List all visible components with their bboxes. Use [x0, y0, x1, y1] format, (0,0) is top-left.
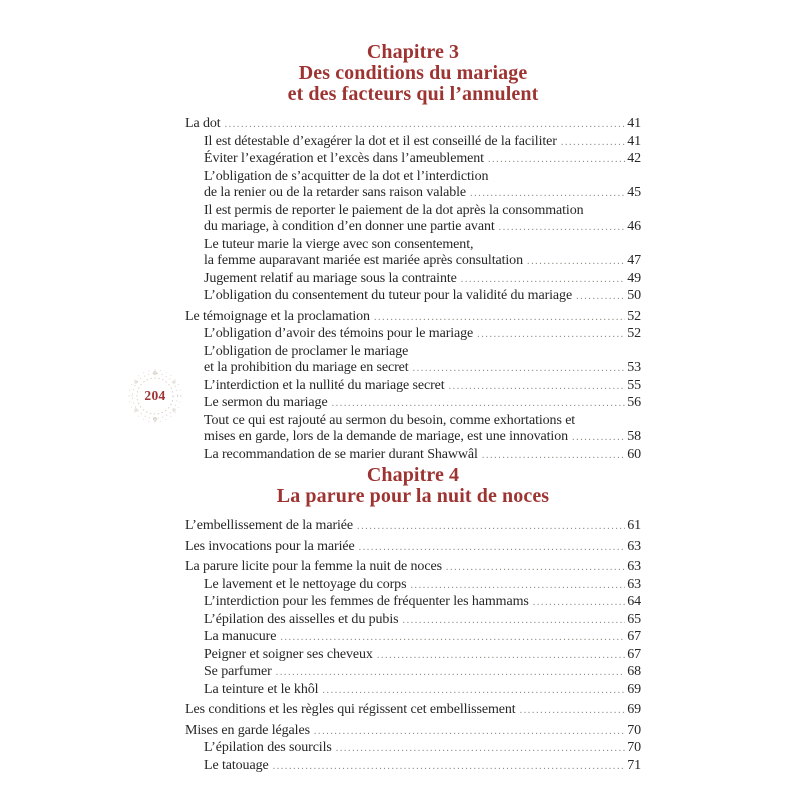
- toc-entry-text: La teinture et le khôl: [204, 681, 319, 697]
- toc-entry: [185, 378, 641, 396]
- toc-content: [185, 42, 641, 775]
- chapter-heading: [185, 465, 641, 507]
- toc-entry: [185, 447, 641, 465]
- toc-entry-text: La recommandation de se marier durant Shawwâl: [204, 446, 478, 462]
- toc-entry: [185, 740, 641, 758]
- toc-page-number: 65: [627, 611, 641, 627]
- toc-leader-dots: [499, 220, 626, 237]
- toc-entry-text: Le témoignage et la proclamation: [185, 308, 370, 324]
- toc-entry-text: Le tuteur marie la vierge avec son consentement,: [204, 236, 474, 252]
- toc-entry: [185, 271, 641, 289]
- toc-entry: [185, 702, 641, 720]
- toc-leader-dots: [446, 560, 625, 577]
- toc-leader-dots: [402, 613, 625, 630]
- toc-page-number: 67: [627, 646, 641, 662]
- toc-page-number: 50: [627, 288, 641, 303]
- toc-entry: [185, 116, 641, 134]
- toc-leader-dots: [273, 759, 626, 776]
- toc-leader-dots: [359, 540, 626, 557]
- toc-leader-dots: [374, 310, 625, 327]
- toc-page-number: 47: [627, 253, 641, 268]
- toc-entry-text: de la renier ou de la retarder sans raison valable: [204, 185, 467, 200]
- toc-page-number: 68: [627, 664, 641, 679]
- toc-leader-dots: [461, 272, 625, 289]
- toc-entry-text: et la prohibition du mariage en secret: [204, 360, 409, 375]
- toc-page-number: 69: [627, 702, 641, 717]
- toc-leader-dots: [576, 289, 625, 306]
- toc-entry: [185, 288, 641, 306]
- toc-entry-text: L’interdiction pour les femmes de fréquenter les hammams: [204, 594, 529, 609]
- toc-entry-text: Les invocations pour la mariée: [185, 538, 355, 554]
- toc-leader-dots: [477, 327, 625, 344]
- toc-entry-text: Il est permis de reporter le paiement de la dot après la consommation: [204, 202, 584, 218]
- toc-entry-text: Le lavement et le nettoyage du corps: [204, 576, 407, 592]
- toc-entry: [185, 682, 641, 700]
- toc-leader-dots: [276, 665, 625, 682]
- toc-entry-text: L’épilation des aisselles et du pubis: [204, 611, 399, 627]
- toc-entry-text: Éviter l’exagération et l’excès dans l’ameublement: [204, 151, 484, 166]
- toc-entry: [185, 559, 641, 577]
- toc-leader-dots: [527, 254, 625, 271]
- toc-entry-text: Le sermon du mariage: [204, 395, 328, 410]
- toc-entry: [185, 723, 641, 741]
- toc-page-number: 45: [627, 185, 641, 200]
- toc-page-number: 70: [627, 722, 641, 738]
- toc-page-number: 46: [627, 219, 641, 234]
- toc-entry: [185, 539, 641, 557]
- toc-leader-dots: [520, 703, 626, 720]
- chapter-label: Chapitre 4: [366, 464, 460, 486]
- toc-leader-dots: [410, 578, 625, 595]
- toc-entry-text: Peigner et soigner ses cheveux: [204, 646, 373, 662]
- toc-entry: [185, 395, 641, 413]
- toc-page-number: 71: [627, 757, 641, 773]
- toc-entry-text: L’épilation des sourcils: [204, 740, 332, 755]
- toc-entry: [185, 326, 641, 344]
- toc-page-number: 52: [627, 308, 641, 324]
- toc-leader-dots: [280, 630, 625, 647]
- toc-entry-text: L’interdiction et la nullité du mariage secret: [204, 377, 445, 393]
- toc-entry: [185, 169, 641, 203]
- toc-page-number: 53: [627, 360, 641, 375]
- toc-entry: [185, 594, 641, 612]
- toc-leader-dots: [332, 396, 626, 413]
- toc-entry-text: La parure licite pour la femme la nuit de noces: [185, 559, 442, 574]
- toc-page-number: 61: [627, 518, 641, 533]
- chapter-title-line: et des facteurs qui l’annulent: [287, 83, 539, 105]
- toc-entry-text: L’embellissement de la mariée: [185, 518, 354, 533]
- toc-page-number: 60: [627, 446, 641, 462]
- toc-page-number: 41: [627, 133, 641, 149]
- toc-page-number: 49: [627, 270, 641, 286]
- toc-entry: [185, 309, 641, 327]
- toc-entry-text: L’obligation de s’acquitter de la dot et l’interdiction: [204, 168, 489, 184]
- toc-entry: [185, 518, 641, 536]
- chapter-heading: [185, 42, 641, 105]
- toc-entry-text: la femme auparavant mariée est mariée après consultation: [204, 253, 523, 268]
- toc-entry: [185, 151, 641, 169]
- toc-entry: [185, 237, 641, 271]
- toc-page-number: 70: [627, 740, 641, 755]
- toc-page-number: 41: [627, 116, 641, 131]
- toc-leader-dots: [572, 430, 625, 447]
- toc-entry-text: La manucure: [204, 629, 277, 644]
- toc-entry-text: L’obligation d’avoir des témoins pour le mariage: [204, 326, 474, 341]
- toc-section-chapter-3: [185, 42, 641, 464]
- toc-entry: [185, 344, 641, 378]
- toc-leader-dots: [314, 724, 625, 741]
- toc-leader-dots: [322, 683, 625, 700]
- toc-entry: [185, 664, 641, 682]
- toc-page-number: 64: [627, 594, 641, 609]
- toc-leader-dots: [413, 361, 626, 378]
- toc-entry-text: Mises en garde légales: [185, 722, 310, 738]
- toc-page-number: 63: [627, 576, 641, 592]
- toc-leader-dots: [470, 186, 625, 203]
- toc-page-number: 42: [627, 151, 641, 166]
- toc-leader-dots: [561, 135, 625, 152]
- toc-entry: [185, 203, 641, 237]
- toc-page-number: 63: [627, 538, 641, 554]
- toc-section-chapter-4: [185, 465, 641, 775]
- toc-page-number: 69: [627, 681, 641, 697]
- toc-leader-dots: [225, 117, 626, 134]
- toc-leader-dots: [488, 152, 625, 169]
- toc-entry-text: La dot: [185, 116, 221, 131]
- toc-entry-text: Les conditions et les règles qui régissent cet embellissement: [185, 702, 516, 717]
- toc-leader-dots: [377, 648, 625, 665]
- chapter-title-line: Des conditions du mariage: [298, 62, 528, 84]
- chapter-label: Chapitre 3: [366, 41, 460, 63]
- toc-entry: [185, 577, 641, 595]
- toc-page-number: 67: [627, 629, 641, 644]
- toc-leader-dots: [533, 595, 625, 612]
- page-number-badge: [126, 367, 184, 425]
- toc-entry-text: Se parfumer: [204, 664, 272, 679]
- toc-page-number: 56: [627, 395, 641, 410]
- toc-entry-text: Jugement relatif au mariage sous la contrainte: [204, 270, 457, 286]
- toc-entry-text: du mariage, à condition d’en donner une partie avant: [204, 219, 495, 234]
- toc-entry: [185, 413, 641, 447]
- toc-page-number: 55: [627, 377, 641, 393]
- toc-entry-text: L’obligation du consentement du tuteur pour la validité du mariage: [204, 288, 573, 303]
- toc-entry: [185, 134, 641, 152]
- toc-entry: [185, 758, 641, 776]
- toc-entries: [185, 116, 641, 464]
- toc-page-number: 63: [627, 559, 641, 574]
- toc-entries: [185, 518, 641, 775]
- page-number: 204: [144, 388, 166, 403]
- toc-leader-dots: [336, 741, 625, 758]
- toc-leader-dots: [357, 519, 625, 536]
- toc-entry: [185, 629, 641, 647]
- toc-entry-text: Il est détestable d’exagérer la dot et il est conseillé de la faciliter: [204, 133, 557, 149]
- toc-leader-dots: [449, 379, 626, 396]
- toc-entry-text: L’obligation de proclamer le mariage: [204, 343, 409, 359]
- toc-entry: [185, 612, 641, 630]
- toc-entry-text: Tout ce qui est rajouté au sermon du besoin, comme exhortations et: [204, 412, 576, 428]
- toc-page-number: 58: [627, 429, 641, 444]
- toc-entry: [185, 647, 641, 665]
- toc-page-number: 52: [627, 326, 641, 341]
- chapter-title-line: La parure pour la nuit de noces: [276, 485, 550, 507]
- toc-entry-text: Le tatouage: [204, 757, 269, 773]
- toc-leader-dots: [482, 448, 625, 465]
- toc-entry-text: mises en garde, lors de la demande de mariage, est une innovation: [204, 429, 568, 444]
